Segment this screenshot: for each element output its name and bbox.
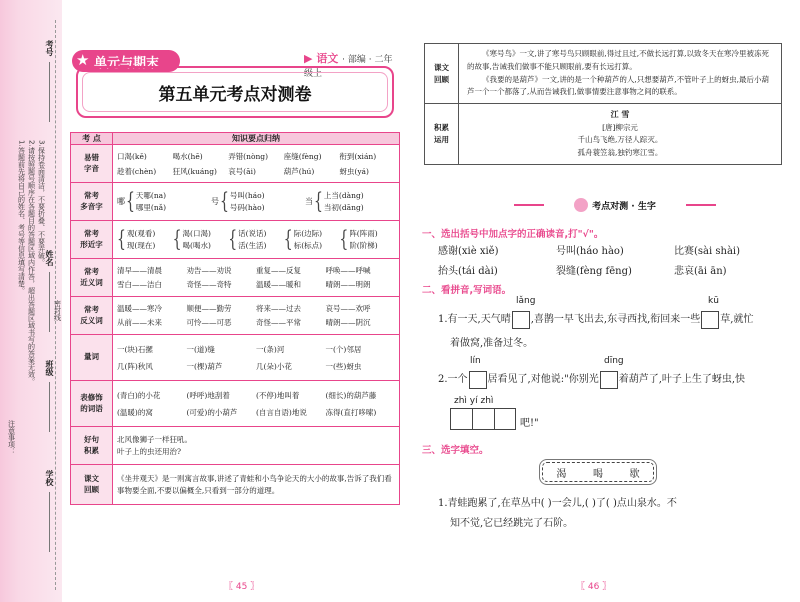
similar-word: 标(标点) [293,240,323,250]
polyphone-group [117,190,207,213]
list-item: 趁着(chèn) [117,166,157,176]
list-item: 将来——过去 [256,304,301,313]
row-body [113,145,400,183]
q1-option[interactable]: 号叫(háo hào) [556,246,624,257]
row-category [425,44,459,104]
list-item: (自言自语)地说 [256,407,307,417]
polyphone-word: 号码(hào) [229,202,265,212]
review-paragraph: 《寒号鸟》一文,讲了寒号鸟只顾眼前,得过且过,不做长远打算,以致冬天在寒冷里被冻死的故事,告诫我们做事不能只顾眼前,要有长远打算。 [467,49,770,71]
table-row-measure-words [71,335,400,381]
subject-edition: · 部编 · 二年级上 [304,55,393,79]
list-item: (不停)地叫着 [256,390,300,400]
row-category [71,221,113,259]
table-row-synonyms [71,259,400,297]
list-item: 一(道)缝 [186,344,215,354]
list-item: (温暖)的窝 [117,407,153,417]
poem-title: 江 雪 [610,110,630,119]
page-number: 〖 46 〗 [576,582,612,592]
seal-line-text: 密封线 [53,300,62,321]
poem-author: [唐]柳宗元 [602,122,638,132]
list-item: 衔到(xián) [339,151,377,161]
row-category [71,145,113,183]
list-item: 几(阵)秋风 [117,361,153,371]
list-item: 哀号——欢呼 [325,304,371,313]
cat-line: 的词语 [80,403,103,413]
q3-line-2: 知不觉,它已经跳完了石阶。 [450,518,574,529]
list-item: 座缝(fèng) [283,151,322,161]
cat-line: 常考 [84,267,99,276]
row-category [71,381,113,427]
brace-icon: { [228,226,238,253]
similar-group [117,228,173,251]
q1-row-1 [438,242,740,257]
list-item: 弄错(nòng) [228,151,269,161]
class-label: 班级 [45,360,54,376]
row-body [113,183,400,221]
cat-line: 积累 [434,122,449,132]
polyphone-group [211,190,301,213]
row-category [71,465,113,505]
poem-body [459,104,782,165]
similar-group [284,228,340,251]
section-banner-text: 考点对测 · 生字 [592,201,656,212]
brace-icon: { [314,188,323,215]
row-body [113,465,400,505]
question-1-heading: 一、选出括号中加点字的正确读音,打"√"。 [422,229,604,240]
pinyin-hint: dīng [604,356,624,366]
choice-char: 渴 [556,468,567,480]
list-item: 一(些)蚜虫 [325,361,362,371]
table-row-poem [425,104,782,165]
cat-line: 常考 [84,191,99,200]
q2-text: 着葫芦了,叶子上生了蚜虫,快 [618,374,746,385]
similar-word: 活(生活) [238,240,267,250]
note-3: 3.保持卷面清洁，不要折叠、不要弄破。 [37,140,46,266]
list-item: 哀号(āi) [228,166,256,176]
cat-line: 常考 [84,229,99,238]
review-text: 《坐井观天》是一则寓言故事,讲述了青蛙和小鸟争论天的大小的故事,告诉了我们看事物要全面,不要以偏概全,只看到一部分的道理。 [117,473,392,495]
choice-char: 歇 [629,468,640,480]
cat-line: 运用 [434,134,449,144]
sentence: 叶子上的虫还用治? [117,446,182,456]
brace-icon: { [339,226,349,253]
brace-icon: { [172,226,182,253]
page-title-text: 第五单元考点对测卷 [158,84,312,105]
list-item: 晴朗——阴沉 [325,318,371,327]
header-col-topic: 考 点 [71,133,113,145]
row-body [113,381,400,427]
answer-box[interactable] [469,371,487,389]
table-row-text-review [71,465,400,505]
bulb-icon [574,198,588,212]
row-body [113,221,400,259]
answer-box-group [450,408,516,430]
table-row-antonyms [71,297,400,335]
list-item: 雪白——洁白 [117,280,162,289]
similar-group [339,228,395,251]
q2-line-1b: 着做窝,准备过冬。 [450,338,534,349]
left-page [64,0,400,602]
row-category [425,104,459,165]
banner-bar-right [686,204,716,206]
list-item: (可爱)的小葫芦 [186,407,238,417]
review-paragraph: 《我要的是葫芦》一文,讲的是一个种葫芦的人,只想要葫芦,不管叶子上的蚜虫,最后小葫芦一个一个都落了,从而告诫我们,做事情要注意事物之间的联系。 [467,74,770,97]
exam-no-line [49,62,50,122]
list-item: 可怜——可恶 [186,318,232,327]
banner-bar-left [514,204,544,206]
list-item: 奇怪——奇特 [186,280,232,289]
list-item: 奇怪——平常 [256,318,301,327]
list-item: 从前——未来 [117,318,162,327]
list-item: 葫芦(hú) [283,166,315,176]
list-item: 清早——清晨 [117,266,162,275]
table-row-similar-chars [71,221,400,259]
pinyin-hint: kū [708,296,719,306]
answer-box[interactable] [450,408,472,430]
page-number-value: 46 [587,582,600,592]
similar-group [173,228,229,251]
list-item: 温暖——寒冷 [117,304,162,313]
note-2: 2.请按照题号顺序在各题目的答题区域内作答，超出答题区域书写的答案无效。 [27,140,36,385]
list-item: (细长)的葫芦藤 [325,390,377,400]
row-body [113,335,400,381]
q1-option[interactable]: 悲哀(āi ān) [674,266,727,277]
list-item: 喝水(hē) [172,151,203,161]
similar-word: 际(边际) [293,229,323,239]
list-item: (青白)的小花 [117,390,161,400]
list-item: 一(棵)葫芦 [186,361,223,371]
sentence: 北风像狮子一样狂吼。 [117,434,192,444]
list-item: 一(个)邻居 [325,344,362,354]
star-icon: ★ [76,51,90,69]
similar-group [228,228,284,251]
q2-text: 居看见了,对他说:"你别光 [487,374,599,385]
q1-row-2 [438,262,727,277]
polyphone-char: 当 [305,197,313,206]
q2-line-2b: 吧!" [520,418,539,429]
row-body [113,427,400,465]
similar-word: 观(观看) [126,229,156,239]
subject-name: 语文 [316,52,339,65]
exam-no-label: 考号 [45,40,54,56]
list-item: 晴朗——明朗 [325,280,371,289]
question-3-heading: 三、选字填空。 [422,445,489,456]
name-label: 姓名 [45,250,54,266]
polyphone-char: 哪 [117,197,125,206]
q1-option[interactable]: 裂缝(fèng fēng) [556,266,632,277]
school-line [49,492,50,552]
poem-line: 千山鸟飞绝,万径人踪灭。 [577,135,663,145]
list-item: 几(朵)小花 [256,361,292,371]
cat-line: 形近字 [80,239,103,249]
table-row-modifiers [71,381,400,427]
list-item: 一(块)石摞 [117,344,153,354]
cat-line: 近义词 [80,277,103,287]
cat-line: 反义词 [80,315,103,325]
row-category [71,335,113,381]
list-item: 一(条)河 [256,344,285,354]
polyphone-word: 天哪(na) [135,191,167,201]
cat-line: 回顾 [84,484,99,494]
table-row-review [425,44,782,104]
name-line [49,272,50,332]
brace-icon: { [126,188,135,215]
row-body [459,44,782,104]
poem-line: 孤舟蓑笠翁,独钓寒江雪。 [577,148,663,158]
similar-word: 渴(口渴) [182,229,211,239]
table-row-easy-pinyin [71,145,400,183]
answer-box[interactable] [600,371,618,389]
row-category [71,427,113,465]
list-item: 蚜虫(yá) [339,166,369,176]
list-item: 冻得(直打哆嗦) [325,407,377,417]
q2-text: 草,就忙 [720,314,754,325]
play-icon: ▶ [304,52,313,65]
cat-line: 易错 [84,153,99,162]
cat-line: 课文 [84,474,99,483]
polyphone-char: 号 [211,197,219,206]
cat-line: 常考 [84,305,99,314]
q2-line-1 [438,310,753,329]
table-row-polyphone [71,183,400,221]
answer-box[interactable] [472,408,494,430]
row-category [71,183,113,221]
cat-line: 字音 [84,163,99,173]
cat-line: 量词 [84,352,99,362]
note-1: 1.答题前先将自己的姓名、考号等信息填写清楚。 [17,140,26,294]
q2-line-2 [438,370,745,389]
polyphone-word: 号叫(háo) [229,191,265,201]
similar-word: 阶(阶梯) [349,240,378,250]
list-item: 顺便——勤劳 [186,304,232,313]
table-header-row [71,133,400,145]
q1-option[interactable]: 感谢(xiè xiě) [438,246,499,257]
pinyin-hint: zhì yí zhì [454,396,494,406]
cat-line: 积累 [84,445,99,455]
q1-option[interactable]: 抬头(tái dài) [438,266,498,277]
knowledge-table [70,132,400,505]
pinyin-hint: lín [470,356,481,366]
choice-char: 喝 [592,468,603,480]
school-label: 学校 [45,470,54,486]
cat-line: 好句 [84,435,99,444]
choice-box [542,462,654,482]
list-item: (呼呼)地刮着 [186,390,230,400]
polyphone-word: 上当(dàng) [323,191,364,201]
q3-line-1: 1.青蛙跑累了,在草丛中( )一会儿,( )了( )点山泉水。不 [438,498,677,509]
table-row-good-sentences [71,427,400,465]
pinyin-hint: lǎng [516,296,536,306]
polyphone-word: 当初(dāng) [323,202,364,212]
polyphone-word: 哪里(nǎ) [135,202,167,212]
list-item: 重复——反复 [256,266,301,275]
answer-box[interactable] [701,311,719,329]
answer-box[interactable] [512,311,530,329]
notes-label: 注意事项： [7,420,16,455]
right-page [418,0,800,602]
list-item: 口渴(kě) [117,151,147,161]
cat-line: 课文 [434,62,449,72]
answer-box[interactable] [494,408,516,430]
list-item: 劝告——劝说 [186,266,232,275]
review-table [424,43,782,165]
q1-option[interactable]: 比赛(sài shài) [674,246,741,257]
row-body [113,259,400,297]
unit-tag-text: 单元与期末 [94,55,160,71]
binding-strip [0,0,62,602]
q2-text: 2.一个 [438,374,468,385]
brace-icon: { [283,226,293,253]
similar-word: 阵(阵雨) [349,229,378,239]
similar-word: 话(说话) [238,229,267,239]
header-col-summary: 知识要点归纳 [113,133,400,145]
similar-word: 喝(喝水) [182,240,211,250]
cat-line: 表修饰 [80,393,103,402]
row-category [71,297,113,335]
class-line [49,382,50,432]
list-item: 温暖——暖和 [256,280,301,289]
question-2-heading: 二、看拼音,写词语。 [422,285,512,296]
polyphone-group [305,190,395,213]
cat-line: 回顾 [434,74,449,84]
q2-text: ,喜鹊一早飞出去,东寻西找,衔回来一些 [530,314,701,325]
list-item: 呼唤——呼喊 [325,266,371,275]
page-title [76,66,394,118]
q2-text: 1.有一天,天气晴 [438,314,511,325]
list-item: 狂风(kuáng) [172,166,217,176]
page-number: 〖 45 〗 [224,582,260,592]
similar-word: 现(现在) [126,240,156,250]
row-category [71,259,113,297]
page-number-value: 45 [235,582,248,592]
brace-icon: { [220,188,229,215]
brace-icon: { [117,226,126,253]
cat-line: 多音字 [80,201,103,211]
section-banner [546,196,684,214]
row-body [113,297,400,335]
